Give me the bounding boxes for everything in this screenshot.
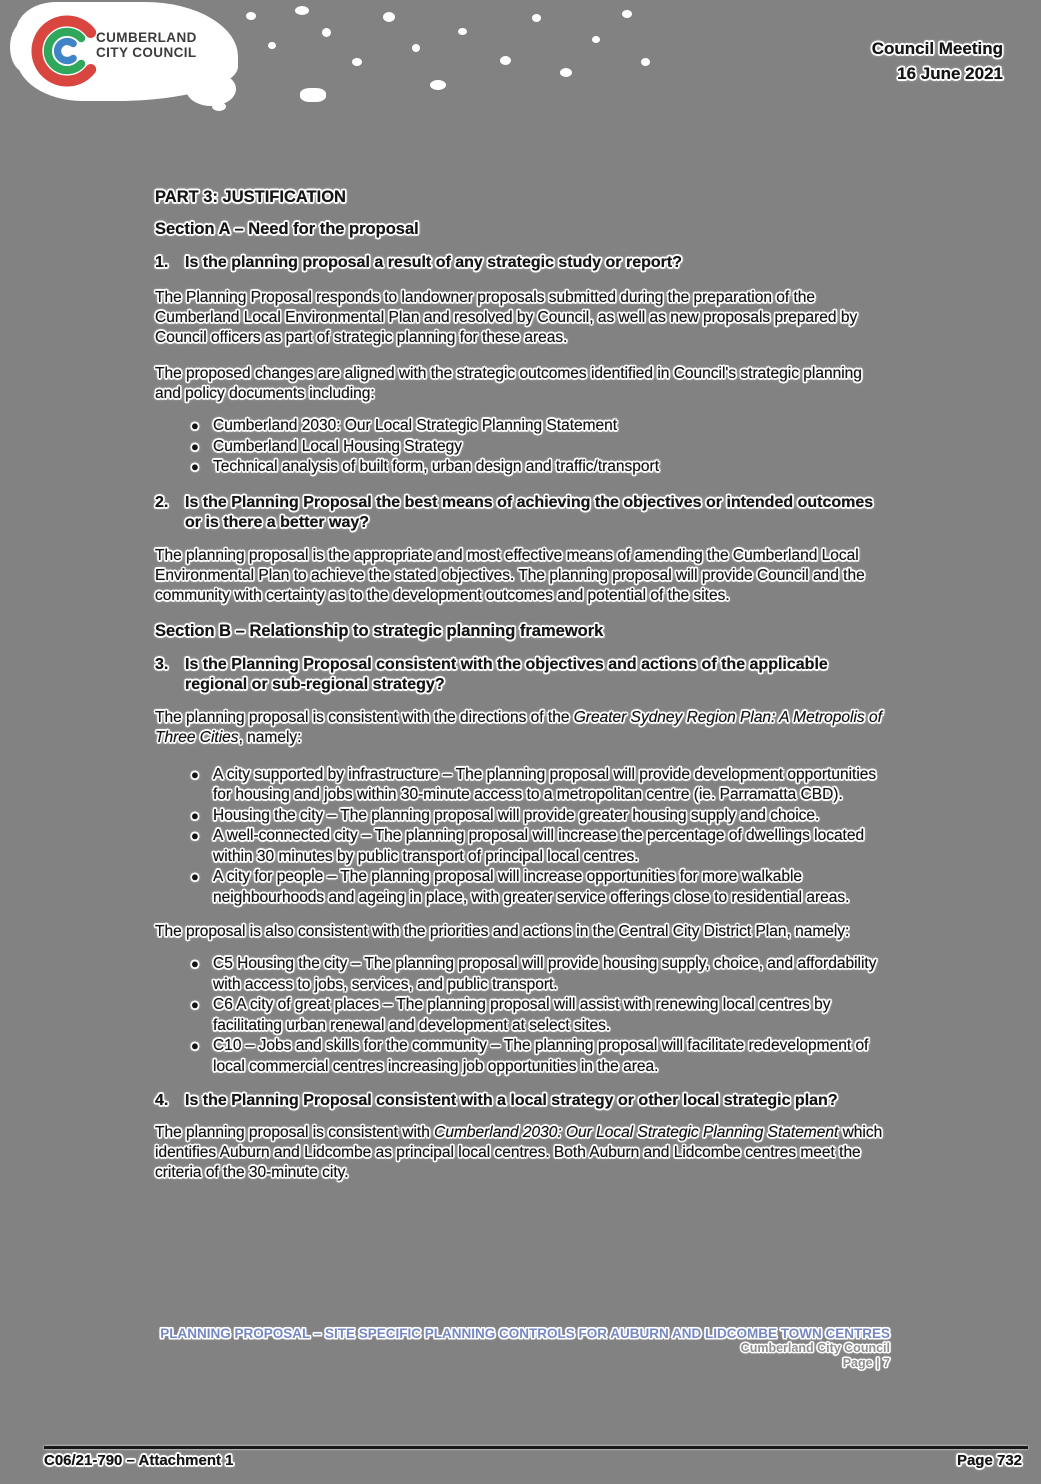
scan-speck [322,28,331,37]
bullet-list-strategies [155,416,892,478]
part-heading: PART 3: JUSTIFICATION [155,188,346,206]
attachment-bar [44,1452,1022,1469]
bullet-icon: ● [191,438,199,454]
scan-speck [383,12,395,22]
question-3 [155,655,892,695]
scan-speck [592,36,600,43]
scan-speck [300,88,326,102]
paragraph-q1-2: The proposed changes are aligned with the strategic outcomes identified in Council's strategic planning and policy documents including: [155,365,862,402]
section-a-heading: Section A – Need for the proposal [155,220,419,238]
footer-title: PLANNING PROPOSAL – SITE SPECIFIC PLANNING CONTROLS FOR AUBURN AND LIDCOMBE TOWN CENTRES [160,1326,890,1341]
paragraph-q3-2: The proposal is also consistent with the priorities and actions in the Central City District Plan, namely: [155,923,850,940]
divider-line [44,1446,1028,1449]
bullet-icon: ● [191,997,199,1012]
scan-speck [352,58,362,66]
list-item: ● Cumberland 2030: Our Local Strategic Planning Statement [155,416,892,437]
bullet-icon: ● [191,807,199,823]
document-footer [160,1326,890,1370]
scan-speck [246,12,256,20]
question-1-number: 1. [155,254,169,271]
bullet-icon: ● [191,766,199,782]
meeting-title: Council Meeting [871,39,1003,58]
attachment-page-number: Page 732 [956,1452,1022,1469]
question-4 [155,1091,892,1111]
scan-speck [560,68,572,77]
paragraph-q1-1: The Planning Proposal responds to landowner proposals submitted during the preparation of the Cumberland Local Environmental Plan and resolved by Council, as well as new proposals prepared by Council officers as part of strategic planning for these areas. [155,289,858,346]
logo-line1: CUMBERLAND [96,30,197,45]
bullet-icon: ● [191,956,199,971]
scan-speck [430,80,446,90]
question-3-text: Is the Planning Proposal consistent with the objectives and actions of the applicable regional or sub-regional strategy? [185,655,828,693]
question-2-text: Is the Planning Proposal the best means of achieving the objectives or intended outcomes or is there a better way? [185,493,874,531]
list-item: ● Cumberland Local Housing Strategy [155,437,892,458]
scan-speck [622,10,632,18]
question-2 [155,493,892,533]
paragraph-q3-1: The planning proposal is consistent with the directions of the Greater Sydney Region Plan: A Metropolis of Three Cities, namely: [155,708,882,746]
list-item: ● A city for people – The planning proposal will increase opportunities for more walkable neighbourhoods and ageing in place, with greater service offerings close to residential areas. [155,867,892,908]
meeting-header [872,36,1003,86]
bullet-icon: ● [191,828,199,843]
bullet-icon: ● [191,418,199,433]
council-logo-wordmark [96,30,197,60]
paragraph-q4: The planning proposal is consistent with Cumberland 2030: Our Local Strategic Planning Statement which identifies Auburn and Lidcombe as principal local centres. Both Auburn and Lidcombe centres meet the criteria of the 30-minute city. [155,1124,883,1181]
bullet-icon: ● [191,869,199,884]
list-item: ● A well-connected city – The planning proposal will increase the percentage of dwellings located within 30 minutes by public transport of principal local centres. [155,826,892,867]
scan-speck [295,6,309,15]
scan-speck [212,102,226,111]
list-item: ● C6 A city of great places – The planning proposal will assist with renewing local centres by facilitating urban renewal and development at select sites. [155,995,892,1036]
scan-speck [500,56,511,65]
bullet-list-region-plan [155,765,892,909]
question-1-text: Is the planning proposal a result of any strategic study or report? [185,254,682,271]
scan-speck [412,44,420,52]
italic-statement-title: Cumberland 2030: Our Local Strategic Planning Statement [434,1124,839,1141]
footer-org: Cumberland City Council [740,1341,890,1355]
document-content [155,188,892,1199]
meeting-date: 16 June 2021 [897,64,1003,83]
list-item: ● C10 – Jobs and skills for the community – The planning proposal will facilitate redevelopment of local commercial centres increasing job opportunities in the area. [155,1036,892,1077]
footer-page-number: Page | 7 [842,1355,890,1370]
scan-speck [532,14,541,22]
bullet-icon: ● [191,1038,199,1053]
scan-blob [186,72,236,106]
paragraph-q2: The planning proposal is the appropriate and most effective means of amending the Cumberland Local Environmental Plan to achieve the stated objectives. The planning proposal will provide Council and the community with certainty as to the development outcomes and potential of the sites. [155,546,865,604]
list-item: ● A city supported by infrastructure – The planning proposal will provide development opportunities for housing and jobs within 30-minute access to a metropolitan centre (ie. Parramatta CBD). [155,765,892,806]
italic-plan-title: Greater Sydney Region Plan: A Metropolis of Three Cities [155,708,882,746]
question-4-text: Is the Planning Proposal consistent with a local strategy or other local strategic plan? [185,1092,838,1109]
list-item: ● C5 Housing the city – The planning proposal will provide housing supply, choice, and affordability with access to jobs, services, and public transport. [155,954,892,995]
question-4-number: 4. [155,1092,169,1109]
section-b-heading: Section B – Relationship to strategic planning framework [155,621,604,640]
bullet-list-district-plan [155,954,892,1077]
attachment-ref: C06/21-790 – Attachment 1 [44,1452,234,1469]
bullet-icon: ● [191,459,199,474]
logo-line2: CITY COUNCIL [96,45,197,60]
list-item: ● Technical analysis of built form, urban design and traffic/transport [155,457,892,478]
list-item: ● Housing the city – The planning proposal will provide greater housing supply and choice. [155,806,892,827]
question-2-number: 2. [155,493,169,511]
scan-speck [458,28,467,35]
question-1 [155,253,892,273]
scan-speck [268,42,276,49]
scan-speck [641,58,650,66]
question-3-number: 3. [155,655,169,673]
